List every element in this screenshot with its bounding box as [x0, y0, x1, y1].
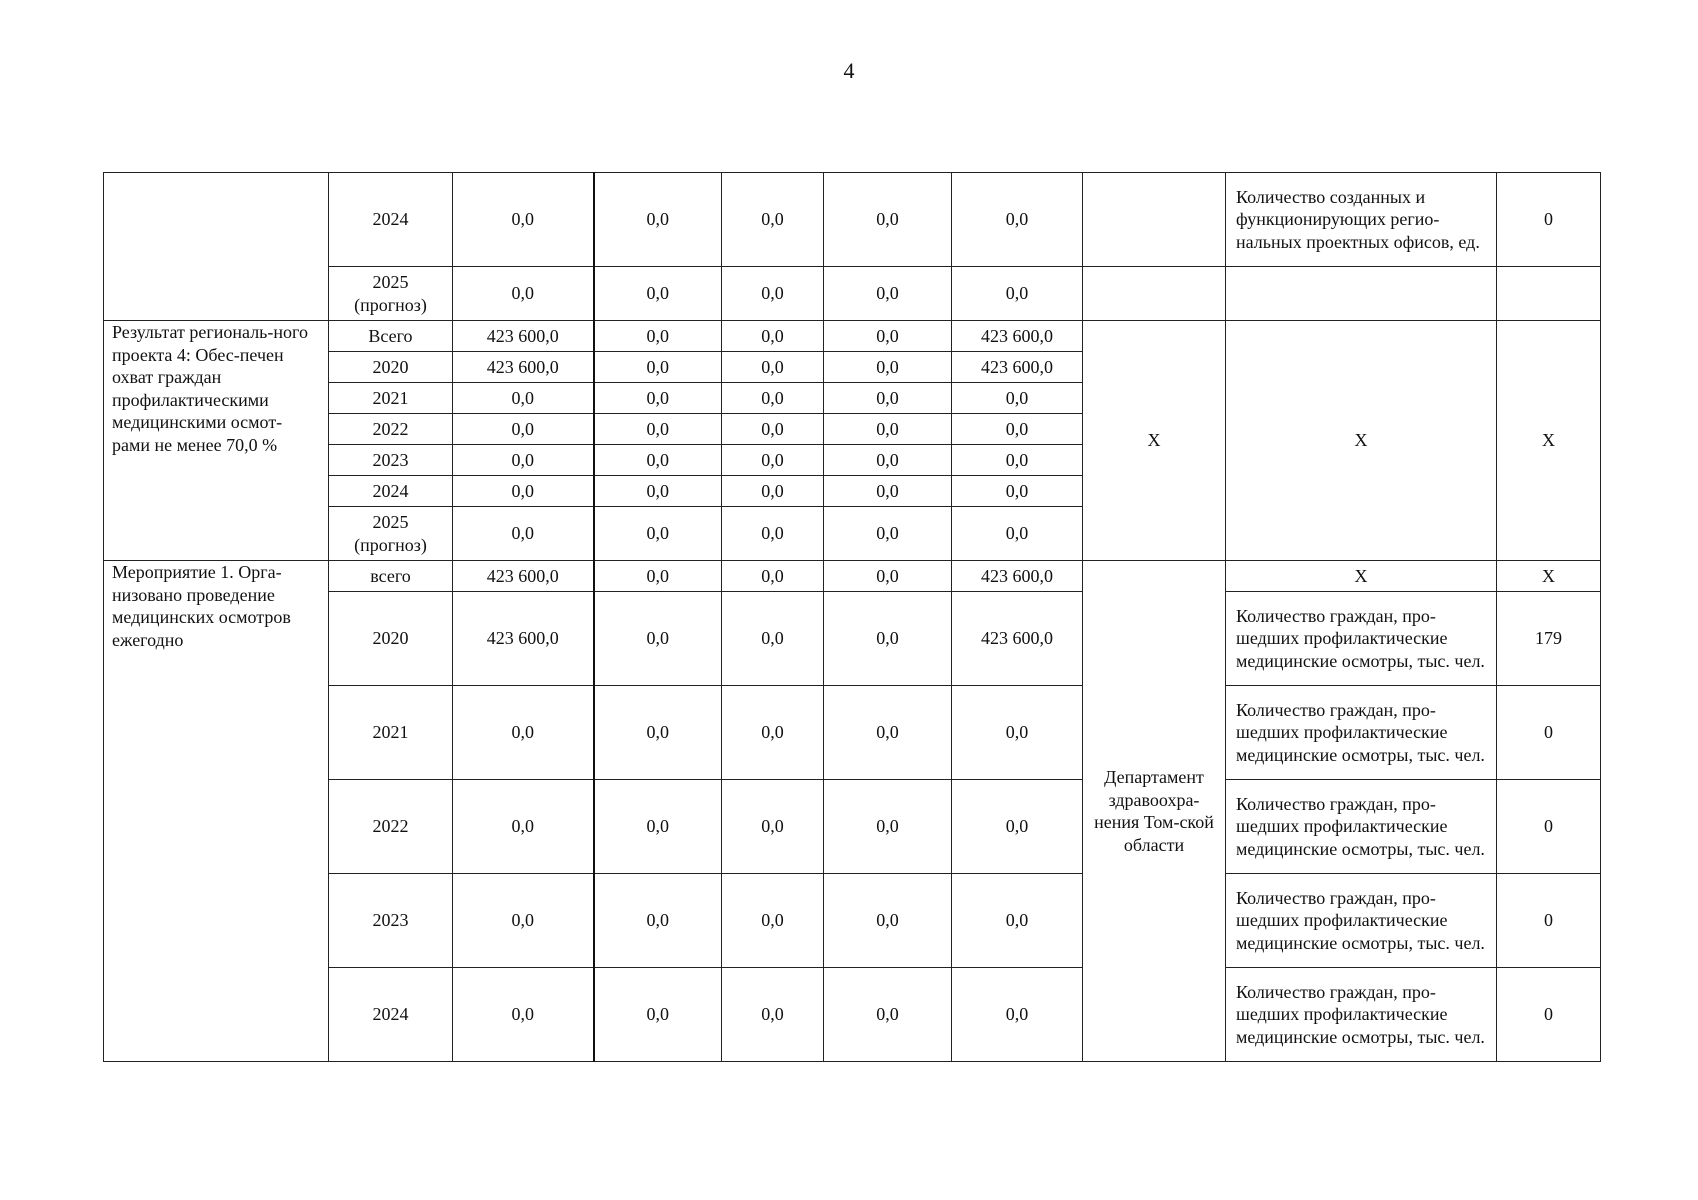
- indicator-cell: Количество граждан, про-шедших профилактические медицинские осмотры, тыс. чел.: [1226, 780, 1497, 874]
- year-cell: 2025 (прогноз): [329, 507, 453, 561]
- value-local: 0,0: [824, 874, 952, 968]
- table-row: [104, 686, 1601, 780]
- value-federal: 0,0: [594, 592, 722, 686]
- value-federal: 0,0: [594, 445, 722, 476]
- target-cell: 0: [1497, 686, 1601, 780]
- target-cell: 0: [1497, 780, 1601, 874]
- result4-responsible: Х: [1083, 321, 1226, 561]
- value-federal: 0,0: [594, 968, 722, 1062]
- year-cell: 2023: [329, 874, 453, 968]
- value-local: 0,0: [824, 414, 952, 445]
- indicator-cell: [1226, 267, 1497, 321]
- value-extrabudget: 423 600,0: [952, 561, 1083, 592]
- value-extrabudget: 0,0: [952, 267, 1083, 321]
- value-federal: 0,0: [594, 874, 722, 968]
- value-regional: 0,0: [722, 173, 824, 267]
- value-extrabudget: 423 600,0: [952, 352, 1083, 383]
- year-cell: 2021: [329, 383, 453, 414]
- indicator-cell: Количество граждан, про-шедших профилактические медицинские осмотры, тыс. чел.: [1226, 968, 1497, 1062]
- value-federal: 0,0: [594, 686, 722, 780]
- value-total: 0,0: [453, 445, 594, 476]
- year-cell: 2021: [329, 686, 453, 780]
- description-cell: [104, 173, 329, 321]
- value-total: 0,0: [453, 383, 594, 414]
- value-regional: 0,0: [722, 445, 824, 476]
- value-federal: 0,0: [594, 383, 722, 414]
- value-regional: 0,0: [722, 968, 824, 1062]
- value-regional: 0,0: [722, 507, 824, 561]
- value-local: 0,0: [824, 321, 952, 352]
- table-row: [104, 561, 1601, 592]
- value-federal: 0,0: [594, 780, 722, 874]
- result4-description: Результат региональ-ного проекта 4: Обес-печен охват граждан профилактическими медицинскими осмот-рами не менее 70,0 %: [104, 321, 329, 561]
- value-extrabudget: 0,0: [952, 968, 1083, 1062]
- indicator-cell: Х: [1226, 561, 1497, 592]
- value-total: 0,0: [453, 507, 594, 561]
- value-regional: 0,0: [722, 383, 824, 414]
- target-cell: 179: [1497, 592, 1601, 686]
- target-cell: 0: [1497, 173, 1601, 267]
- value-total: 423 600,0: [453, 592, 594, 686]
- value-extrabudget: 423 600,0: [952, 321, 1083, 352]
- year-cell: 2024: [329, 968, 453, 1062]
- year-cell: 2020: [329, 592, 453, 686]
- value-regional: 0,0: [722, 592, 824, 686]
- table-row: [104, 321, 1601, 352]
- value-total: 0,0: [453, 968, 594, 1062]
- value-local: 0,0: [824, 267, 952, 321]
- result4-indicator: Х: [1226, 321, 1497, 561]
- table-row: [104, 267, 1601, 321]
- value-local: 0,0: [824, 173, 952, 267]
- responsible-cell: [1083, 267, 1226, 321]
- value-regional: 0,0: [722, 874, 824, 968]
- value-regional: 0,0: [722, 321, 824, 352]
- year-cell: 2022: [329, 414, 453, 445]
- value-federal: 0,0: [594, 173, 722, 267]
- value-federal: 0,0: [594, 561, 722, 592]
- target-cell: 0: [1497, 968, 1601, 1062]
- value-regional: 0,0: [722, 561, 824, 592]
- value-regional: 0,0: [722, 414, 824, 445]
- value-total: 0,0: [453, 173, 594, 267]
- indicator-cell: Количество граждан, про-шедших профилактические медицинские осмотры, тыс. чел.: [1226, 686, 1497, 780]
- responsible-cell: [1083, 173, 1226, 267]
- year-cell: 2024: [329, 173, 453, 267]
- value-extrabudget: 0,0: [952, 874, 1083, 968]
- measure1-description: Мероприятие 1. Орга-низовано проведение медицинских осмотров ежегодно: [104, 561, 329, 1062]
- value-total: 0,0: [453, 414, 594, 445]
- year-cell: 2020: [329, 352, 453, 383]
- year-cell: 2025 (прогноз): [329, 267, 453, 321]
- value-extrabudget: 0,0: [952, 507, 1083, 561]
- value-total: 0,0: [453, 267, 594, 321]
- year-cell: 2023: [329, 445, 453, 476]
- year-cell: 2022: [329, 780, 453, 874]
- value-total: 423 600,0: [453, 321, 594, 352]
- value-regional: 0,0: [722, 780, 824, 874]
- value-extrabudget: 0,0: [952, 476, 1083, 507]
- measure1-responsible: Департамент здравоохра-нения Том-ской области: [1083, 561, 1226, 1062]
- value-local: 0,0: [824, 561, 952, 592]
- year-cell: Всего: [329, 321, 453, 352]
- value-local: 0,0: [824, 445, 952, 476]
- value-local: 0,0: [824, 507, 952, 561]
- table-row: [104, 780, 1601, 874]
- value-local: 0,0: [824, 968, 952, 1062]
- indicator-cell: Количество граждан, про-шедших профилактические медицинские осмотры, тыс. чел.: [1226, 592, 1497, 686]
- target-cell: 0: [1497, 874, 1601, 968]
- result4-target: Х: [1497, 321, 1601, 561]
- value-regional: 0,0: [722, 267, 824, 321]
- value-extrabudget: 0,0: [952, 445, 1083, 476]
- value-regional: 0,0: [722, 686, 824, 780]
- value-federal: 0,0: [594, 414, 722, 445]
- value-extrabudget: 0,0: [952, 414, 1083, 445]
- value-regional: 0,0: [722, 476, 824, 507]
- value-regional: 0,0: [722, 352, 824, 383]
- value-local: 0,0: [824, 686, 952, 780]
- value-total: 0,0: [453, 476, 594, 507]
- table-row: [104, 592, 1601, 686]
- value-local: 0,0: [824, 352, 952, 383]
- value-extrabudget: 0,0: [952, 686, 1083, 780]
- value-federal: 0,0: [594, 352, 722, 383]
- table-row: [104, 874, 1601, 968]
- value-federal: 0,0: [594, 321, 722, 352]
- target-cell: Х: [1497, 561, 1601, 592]
- year-cell: всего: [329, 561, 453, 592]
- value-total: 0,0: [453, 780, 594, 874]
- value-total: 423 600,0: [453, 352, 594, 383]
- value-local: 0,0: [824, 383, 952, 414]
- value-total: 0,0: [453, 686, 594, 780]
- value-extrabudget: 0,0: [952, 383, 1083, 414]
- value-total: 423 600,0: [453, 561, 594, 592]
- value-local: 0,0: [824, 592, 952, 686]
- value-local: 0,0: [824, 476, 952, 507]
- table-row: [104, 173, 1601, 267]
- value-extrabudget: 0,0: [952, 780, 1083, 874]
- table-row: [104, 968, 1601, 1062]
- funding-table: [103, 172, 1601, 1062]
- value-extrabudget: 423 600,0: [952, 592, 1083, 686]
- value-total: 0,0: [453, 874, 594, 968]
- indicator-cell: Количество созданных и функционирующих регио-нальных проектных офисов, ед.: [1226, 173, 1497, 267]
- value-federal: 0,0: [594, 476, 722, 507]
- value-federal: 0,0: [594, 267, 722, 321]
- indicator-cell: Количество граждан, про-шедших профилактические медицинские осмотры, тыс. чел.: [1226, 874, 1497, 968]
- year-cell: 2024: [329, 476, 453, 507]
- value-local: 0,0: [824, 780, 952, 874]
- page-number: 4: [843, 58, 855, 83]
- value-federal: 0,0: [594, 507, 722, 561]
- value-extrabudget: 0,0: [952, 173, 1083, 267]
- target-cell: [1497, 267, 1601, 321]
